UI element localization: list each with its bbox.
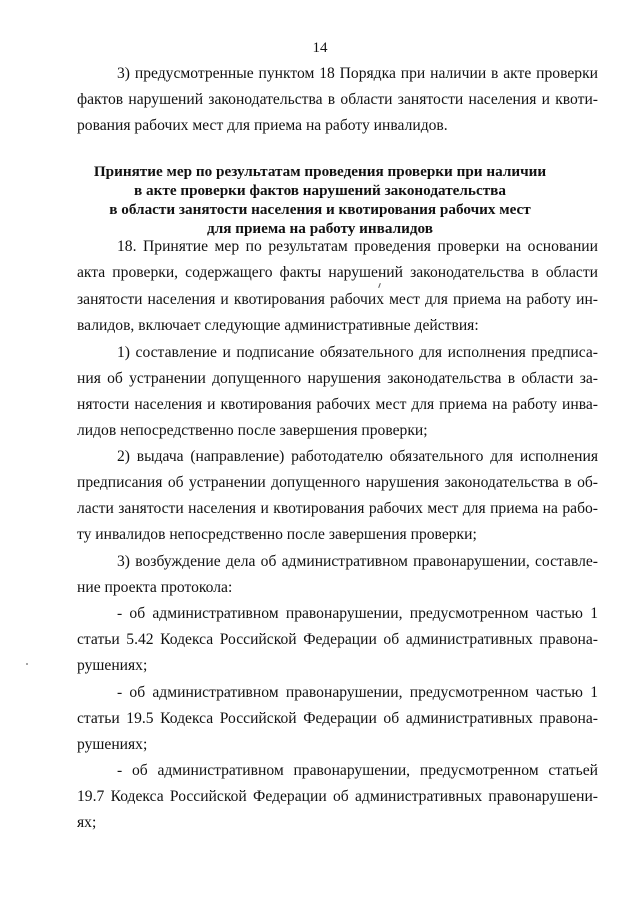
section-heading-line: в области занятости населения и квотирования рабочих мест [109,201,531,218]
paragraph-line: 2) выдача (направление) работодателю обязательного для исполнения [117,448,598,465]
paragraph-line: 19.7 Кодекса Российской Федерации об административных правонарушени- [77,788,598,805]
section-heading-line: в акте проверки фактов нарушений законодательства [134,182,506,199]
paragraph-line: занятости населения и квотирования рабочих мест для приема на работу ин- [77,291,598,308]
paragraph-line: рушениях; [77,736,148,753]
paragraph-line: рования рабочих мест для приема на работу инвалидов. [77,117,448,134]
paragraph-line: ях; [77,814,97,831]
paragraph-line: лидов непосредственно после завершения проверки; [77,422,428,439]
paragraph-line: акта проверки, содержащего факты нарушений законодательства в области [77,264,598,281]
paragraph-line: ние проекта протокола: [77,579,233,596]
paragraph-line: 1) составление и подписание обязательного для исполнения предписа- [117,344,598,361]
paragraph-line: 18. Принятие мер по результатам проведения проверки на основании [117,238,598,255]
paragraph-line: - об административном правонарушении, предусмотренном частью 1 [117,605,598,622]
page-number: 14 [312,40,328,56]
paragraph-line: - об административном правонарушении, предусмотренном статьей [117,762,598,779]
paragraph-line: ния об устранении допущенного нарушения законодательства в области за- [77,370,598,387]
paragraph-line: ту инвалидов непосредственно после завершения проверки; [77,526,477,543]
paragraph-line: рушениях; [77,657,148,674]
paragraph-line: предписания об устранении допущенного нарушения законодательства в об- [77,474,598,491]
section-heading-line: Принятие мер по результатам проведения проверки при наличии [93,163,547,180]
paragraph-line: 3) предусмотренные пунктом 18 Порядка при наличии в акте проверки [117,65,598,82]
paragraph-line: ласти занятости населения и квотирования рабочих мест для приема на рабо- [77,500,598,517]
paragraph-line: фактов нарушений законодательства в области занятости населения и квоти- [77,91,598,108]
paragraph-line: валидов, включает следующие административные действия: [77,317,479,334]
paragraph-line: нятости населения и квотирования рабочих мест для приема на работу инва- [77,396,598,413]
scan-speck [26,663,28,665]
paragraph-line: - об административном правонарушении, предусмотренном частью 1 [117,684,598,701]
paragraph-line: статьи 19.5 Кодекса Российской Федерации об административных правона- [77,710,598,727]
section-heading-line: для приема на работу инвалидов [207,220,433,237]
paragraph-line: статьи 5.42 Кодекса Российской Федерации об административных правона- [77,631,598,648]
paragraph-line: 3) возбуждение дела об административном правонарушении, составле- [117,553,598,570]
